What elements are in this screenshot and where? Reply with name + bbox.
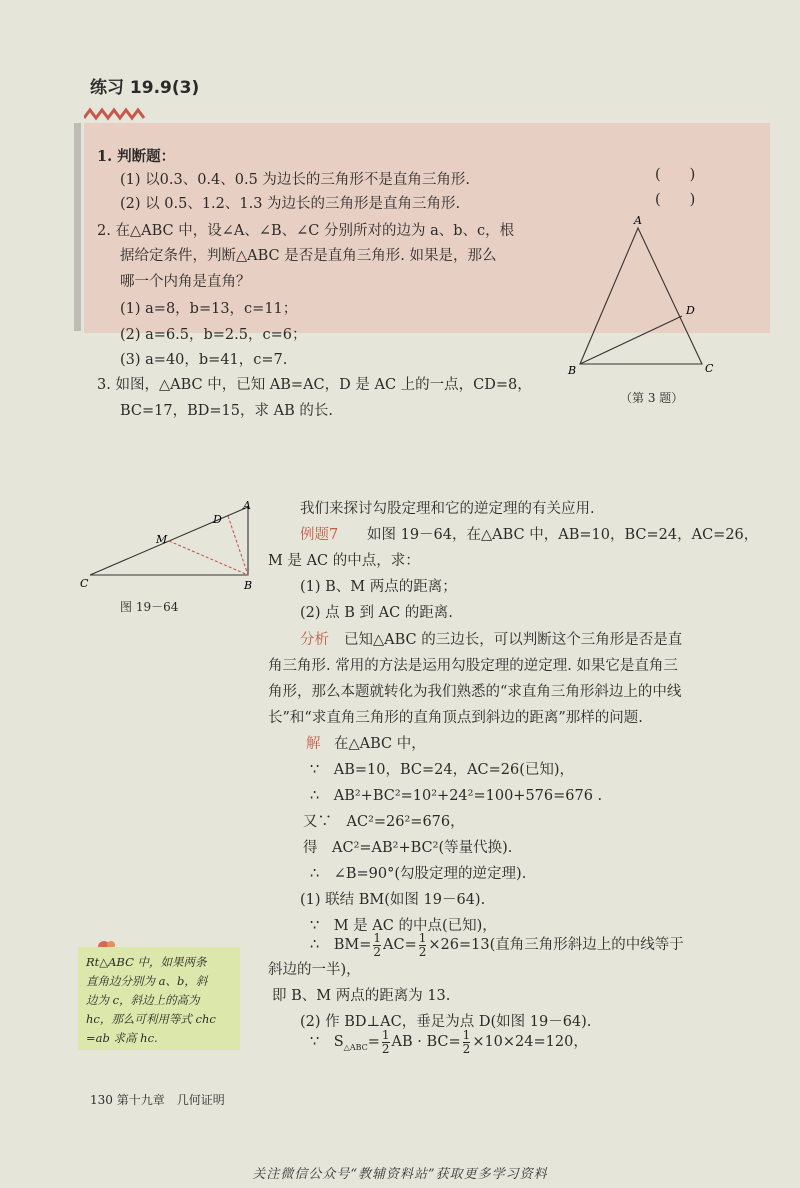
figure-q3-triangle [560, 210, 730, 390]
fraction-denominator: 2 [373, 944, 382, 959]
fig3-label-b: B [568, 364, 577, 377]
side-note-line-2: 直角边分别为 a、b，斜 [86, 974, 208, 988]
zigzag-decoration [84, 104, 154, 124]
fraction-denominator: 2 [381, 1041, 390, 1056]
fig3-label-a: A [634, 214, 642, 227]
fraction-numerator: 1 [462, 1028, 471, 1042]
solution-step-2: ∴ AB²+BC²=10²+24²=100+576=676 . [310, 788, 603, 804]
analysis-line-4: 长”和“求直角三角形的直角顶点到斜边的距离”那样的问题. [268, 710, 643, 726]
step-12-part-1: ∵ S [310, 1034, 344, 1051]
side-note-line-4: hc，那么可利用等式 chc [86, 1012, 216, 1026]
analysis-line-2: 角三角形. 常用的方法是运用勾股定理的逆定理. 如果它是直角三 [268, 658, 678, 674]
fig64-label-m: M [156, 533, 168, 546]
fig64-label-b: B [244, 579, 253, 592]
side-note-box [78, 947, 240, 1050]
solution-step-7: ∵ M 是 AC 的中点(已知)， [310, 918, 497, 934]
solution-step-12 [310, 1029, 588, 1055]
fraction-one-half-2 [419, 932, 427, 958]
figure-19-64 [80, 495, 270, 595]
q2-line-1: 2. 在△ABC 中，设∠A、∠B、∠C 分别所对的边为 a、b、c，根 [97, 223, 515, 239]
exercise-side-bar [74, 123, 81, 331]
area-subscript: △ABC [343, 1042, 368, 1052]
fig64-label-a: A [243, 499, 251, 512]
watermark-note: 关注微信公众号“教辅资料站”获取更多学习资料 [252, 1167, 548, 1182]
step-12-part-4: ×10×24=120， [472, 1034, 588, 1051]
exercise-title: 练习 19.9(3) [90, 78, 200, 98]
solution-step-8 [310, 932, 684, 958]
fraction-denominator: 2 [462, 1041, 471, 1056]
solution-step-10: 即 B、M 两点的距离为 13. [272, 988, 451, 1004]
example-label: 例题7 [300, 527, 339, 543]
side-note-line-3: 边为 c，斜边上的高为 [86, 993, 200, 1007]
step-12-part-3: AB · BC= [391, 1034, 461, 1051]
fig64-label-c: C [80, 577, 89, 590]
q2-line-3: 哪一个内角是直角？ [120, 274, 251, 290]
fraction-numerator: 1 [373, 931, 382, 945]
q2-item-2: (2) a=6.5，b=2.5，c=6； [120, 327, 307, 343]
solution-label: 解 [306, 736, 321, 752]
solution-step-4: 得 AC²=AB²+BC²(等量代换). [303, 840, 513, 856]
fraction-numerator: 1 [418, 931, 427, 945]
q1-answer-paren-2: ( ) [655, 192, 696, 208]
step-12-part-2: = [367, 1034, 380, 1051]
q3-line-2: BC=17，BD=15，求 AB 的长. [120, 403, 333, 419]
q2-item-1: (1) a=8，b=13，c=11； [120, 301, 298, 317]
q2-item-3: (3) a=40，b=41，c=7. [120, 352, 288, 368]
solution-line-1: 在△ABC 中， [334, 736, 426, 752]
solution-step-5: ∴ ∠B=90°(勾股定理的逆定理). [310, 866, 527, 882]
q1-item-2: (2) 以 0.5、1.2、1.3 为边长的三角形是直角三角形. [120, 196, 461, 212]
fig3-label-c: C [705, 362, 714, 375]
fraction-one-half-4 [463, 1029, 471, 1055]
example-line-1: 如图 19－64，在△ABC 中，AB=10，BC=24，AC=26， [367, 527, 759, 543]
q1-item-1: (1) 以0.3、0.4、0.5 为边长的三角形不是直角三角形. [120, 172, 471, 188]
fig3-caption: （第 3 题） [620, 391, 684, 405]
fraction-denominator: 2 [418, 944, 427, 959]
analysis-label: 分析 [300, 632, 329, 648]
solution-step-1: ∵ AB=10，BC=24，AC=26(已知)， [310, 762, 575, 778]
side-note-line-5: =ab 求高 hc. [86, 1031, 158, 1045]
side-note-line-1: Rt△ABC 中，如果两条 [86, 955, 207, 969]
example-item-2: (2) 点 B 到 AC 的距离. [300, 605, 453, 621]
solution-step-11: (2) 作 BD⊥AC，垂足为点 D(如图 19－64). [300, 1014, 592, 1030]
q1-heading: 1. 判断题： [97, 148, 176, 165]
solution-step-9: 斜边的一半)， [268, 962, 361, 978]
step-8-part-1: ∴ BM= [310, 937, 372, 954]
example-line-2: M 是 AC 的中点，求： [268, 553, 420, 569]
solution-step-3: 又∵ AC²=26²=676， [303, 814, 465, 830]
step-8-part-3: ×26=13(直角三角形斜边上的中线等于 [428, 937, 684, 954]
example-item-1: (1) B、M 两点的距离； [300, 579, 457, 595]
analysis-line-3: 角形，那么本题就转化为我们熟悉的“求直角三角形斜边上的中线 [268, 684, 682, 700]
q2-line-2: 据给定条件，判断△ABC 是否是直角三角形. 如果是，那么 [120, 248, 497, 264]
step-8-part-2: AC= [383, 937, 417, 954]
q1-answer-paren-1: ( ) [655, 167, 696, 183]
fraction-one-half [373, 932, 381, 958]
analysis-line-1: 已知△ABC 的三边长，可以判断这个三角形是否是直 [344, 632, 683, 648]
page-footer: 130 第十九章 几何证明 [90, 1093, 225, 1107]
q3-line-1: 3. 如图，△ABC 中，已知 AB=AC，D 是 AC 上的一点，CD=8， [97, 377, 532, 393]
fig64-caption: 图 19－64 [120, 600, 179, 614]
fraction-one-half-3 [382, 1029, 390, 1055]
fraction-numerator: 1 [381, 1028, 390, 1042]
solution-step-6: (1) 联结 BM(如图 19－64). [300, 892, 486, 908]
fig64-label-d: D [213, 513, 222, 526]
intro-text: 我们来探讨勾股定理和它的逆定理的有关应用. [300, 501, 595, 517]
fig3-label-d: D [686, 304, 695, 317]
